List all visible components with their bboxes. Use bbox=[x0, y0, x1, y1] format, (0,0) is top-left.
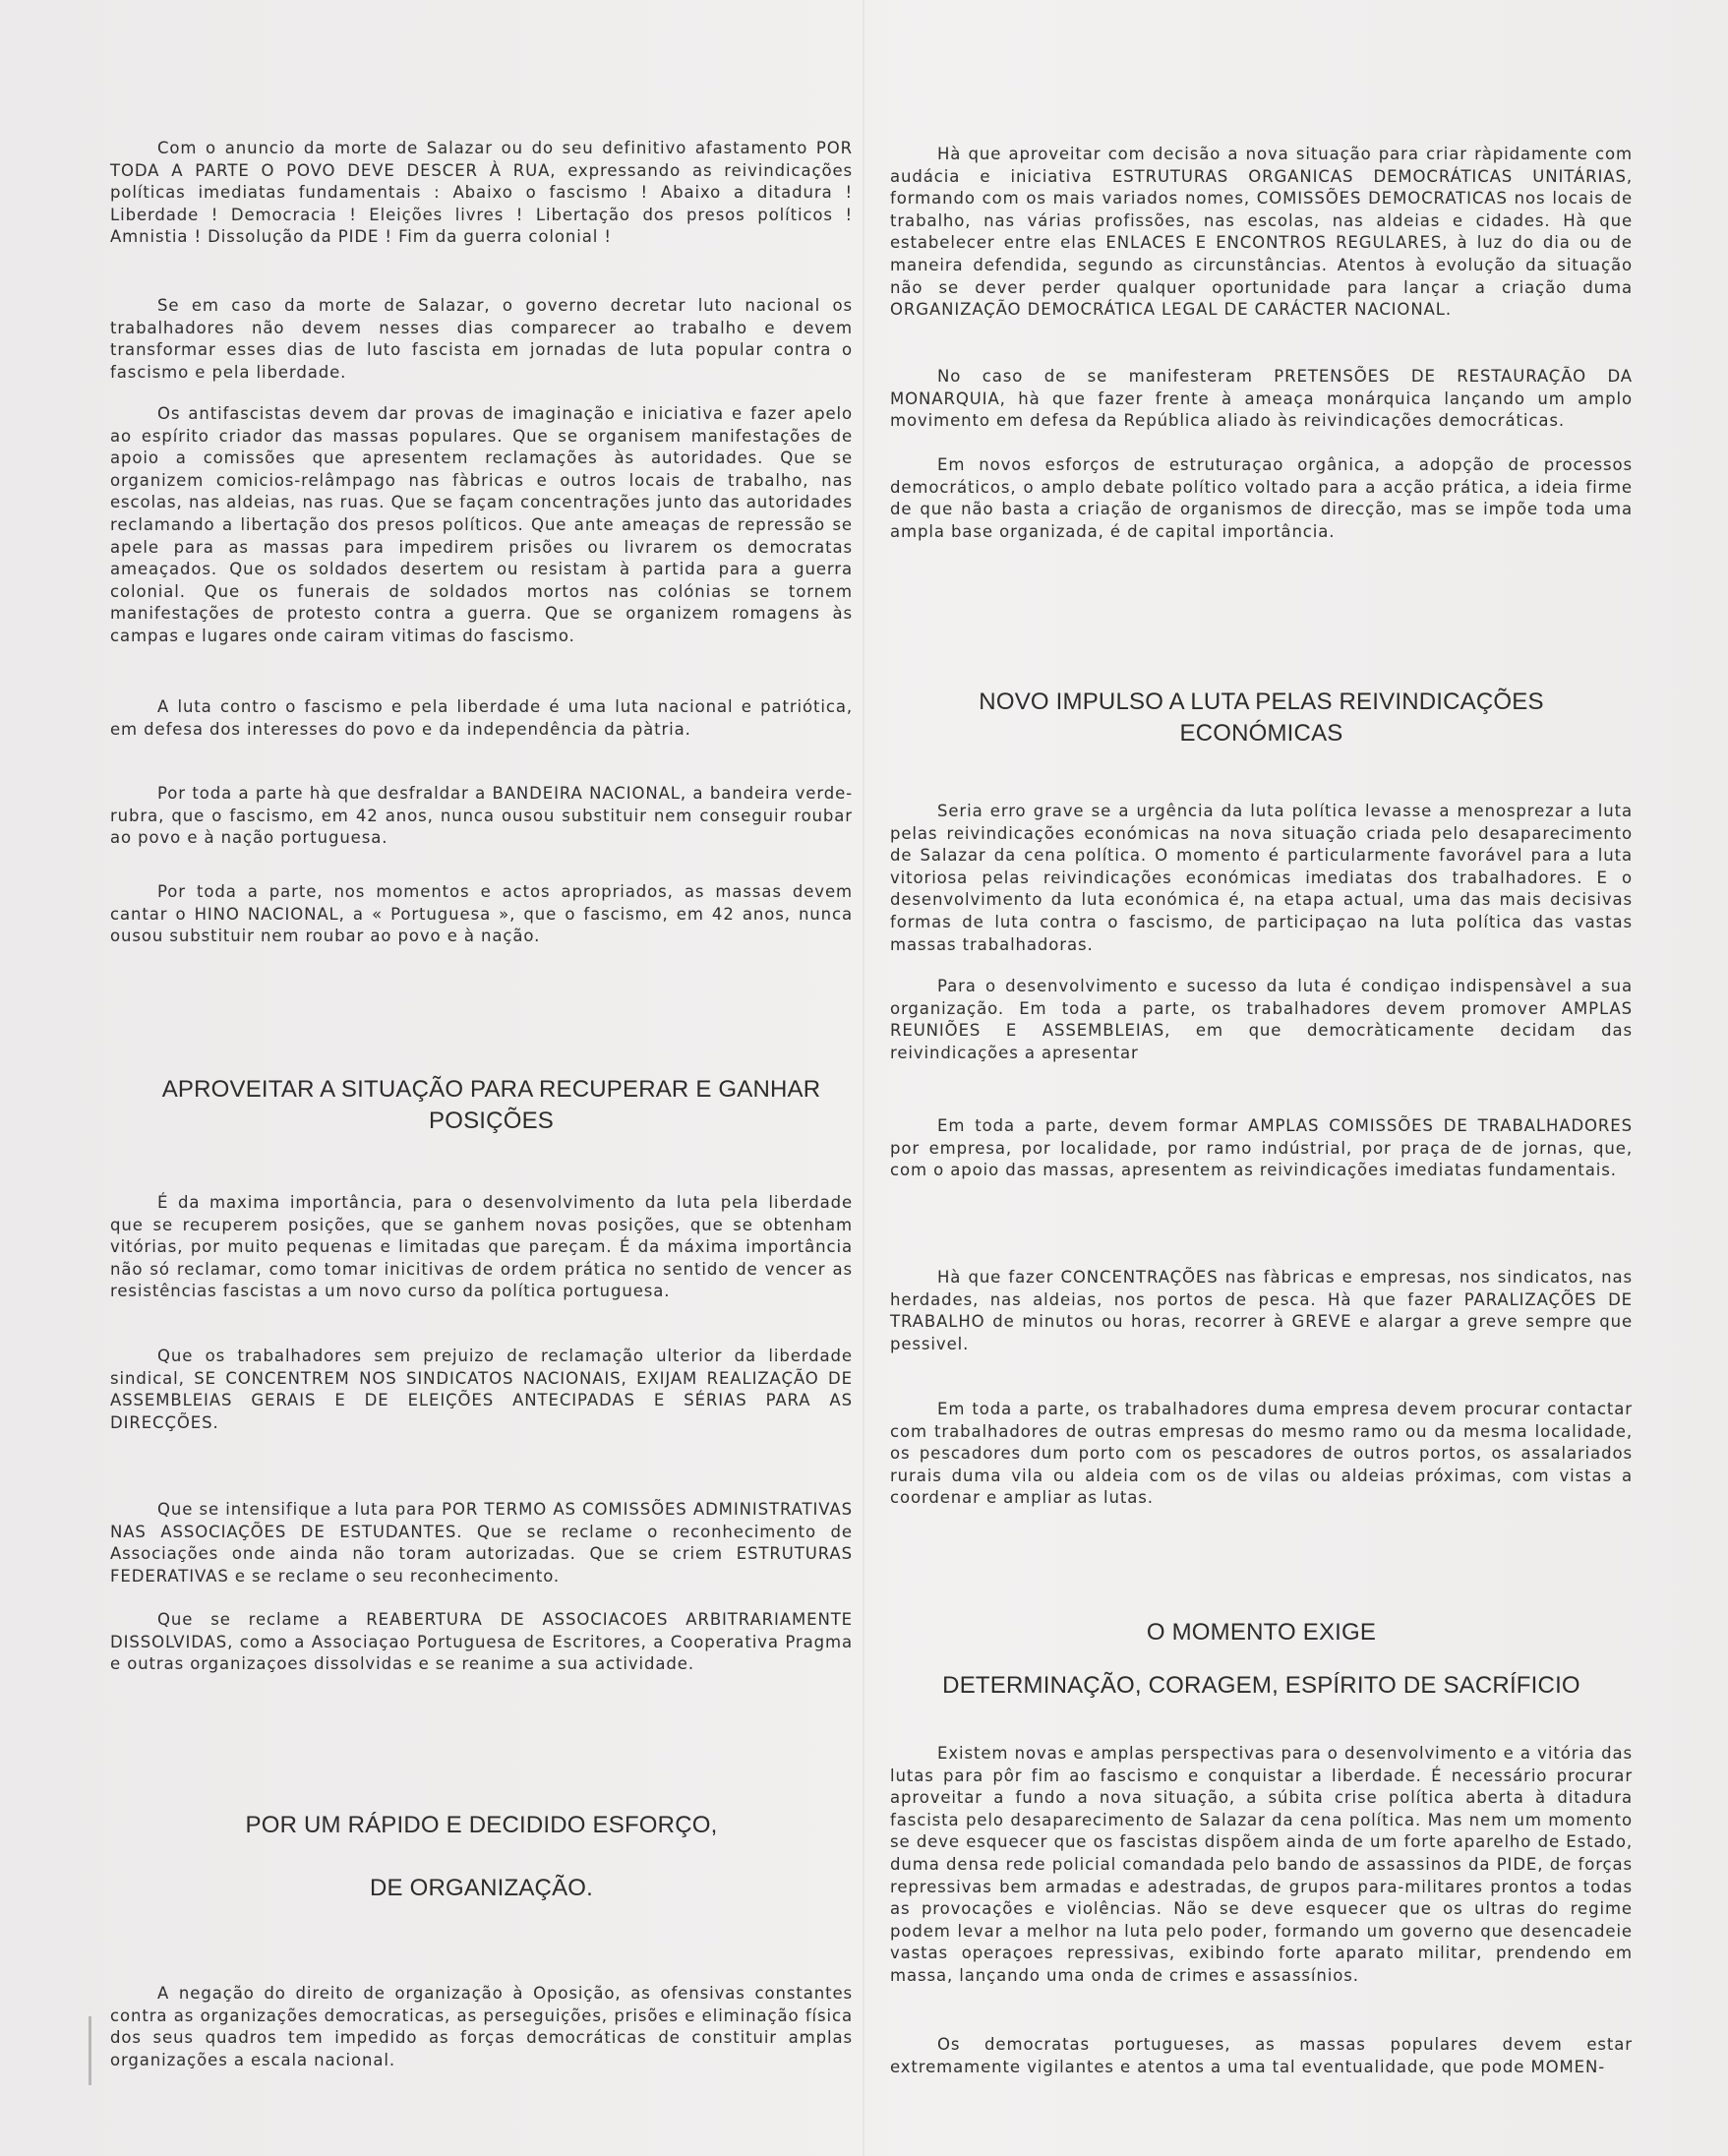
paragraph: Que os trabalhadores sem prejuizo de reclamação ulterior da liberdade sindical, SE CONCENTREM NOS SINDICATOS NACIONAIS, EXIJAM REALIZAÇÃO DE ASSEMBLEIAS GERAIS E DE ELEIÇÕES ANTECIPADAS E SÉRIAS PARA AS DIRECÇÕES. bbox=[110, 1347, 853, 1432]
paragraph: Seria erro grave se a urgência da luta política levasse a menosprezar a luta pelas reivindicações económicas na nova situação criada pelo desaparecimento de Salazar da cena política. O momento é particularmente favorável para a luta vitoriosa pelas reivindicações económicas imediatas dos trabalhadores. E o desenvolvimento da luta económica é, na etapa actual, uma das mais decisivas formas de luta contra o fascismo, de participaçao na luta política das vastas massas trabalhadoras. bbox=[890, 802, 1633, 954]
section-heading: POR UM RÁPIDO E DECIDIDO ESFORÇO, bbox=[245, 1812, 718, 1838]
paragraph: Em novos esforços de estruturaçao orgânica, a adopção de processos democráticos, o amplo debate político voltado para a acção prática, a ideia firme de que não basta a criação de organismos de direcção, mas se impõe toda uma ampla base organizada, é de capital importância. bbox=[890, 455, 1633, 541]
page-fold bbox=[863, 0, 864, 2156]
paragraph: É da maxima importância, para o desenvolvimento da luta pela liberdade que se recuperem posições, que se ganhem novas posições, que se obtenham vitórias, por muito pequenas e limitadas que pareçam. É da máxima importância não só reclamar, como tomar inicitivas de ordem prática no sentido de vencer as resistências fascistas a um novo curso da política portuguesa. bbox=[110, 1193, 853, 1301]
paragraph: Em toda a parte, os trabalhadores duma empresa devem procurar contactar com trabalhadores de outras empresas do mesmo ramo ou da mesma localidade, os pescadores dum porto com os pescadores de outros portos, os assalariados rurais duma vila ou aldeia com os de vilas ou aldeias próximas, com vistas a coordenar e ampliar as lutas. bbox=[890, 1400, 1633, 1508]
paragraph: Os antifascistas devem dar provas de imaginação e iniciativa e fazer apelo ao espírito criador das massas populares. Que se organisem manifestações de apoio a comissões que apresentem reclamações às autoridades. Que se organizem comicios-relâmpago nas fàbricas e outros locais de trabalho, nas escolas, nas aldeias, nas ruas. Que se façam concentrações junto das autoridades reclamando a libertação dos presos políticos. Que ante ameaças de repressão se apele para as massas para impedirem prisões ou livrarem os democratas ameaçados. Que os soldados desertem ou resistam à partida para a guerra colonial. Que os funerais de soldados mortos nas colónias se tornem manifestações de protesto contra a guerra. Que se organizem romagens às campas e lugares onde cairam vitimas do fascismo. bbox=[110, 404, 853, 645]
section-heading: APROVEITAR A SITUAÇÃO PARA RECUPERAR E GANHAR POSIÇÕES bbox=[161, 1076, 821, 1134]
paragraph: Existem novas e amplas perspectivas para o desenvolvimento e a vitória das lutas para pôr fim ao fascismo e conquistar a liberdade. É necessário procurar aproveitar a fundo a nova situação, a súbita crise política aberta à ditadura fascista pelo desaparecimento de Salazar da cena política. Mas nem um momento se deve esquecer que os fascistas dispõem ainda de um forte aparelho de Estado, duma densa rede policial comandada pelo bando de assassinos da PIDE, de forças repressivas bem armadas e adestradas, de grupos para-militares prontos a todas as provocações e violências. Não se deve esquecer que os ultras do regime podem levar a melhor na luta pelo poder, formando um governo que desencadeie vastas operaçoes repressivas, exibindo forte aparato militar, prendendo em massa, lançando uma onda de crimes e assassínios. bbox=[890, 1744, 1633, 1985]
paragraph: Em toda a parte, devem formar AMPLAS COMISSÕES DE TRABALHADORES por empresa, por localidade, por ramo indústrial, por praça de de jornas, que, com o apoio das massas, apresentem as reivindicações imediatas fundamentais. bbox=[890, 1116, 1633, 1180]
paragraph: Se em caso da morte de Salazar, o governo decretar luto nacional os trabalhadores não devem nesses dias comparecer ao trabalho e devem transformar esses dias de luto fascista em jornadas de luta popular contra o fascismo e pela liberdade. bbox=[110, 296, 853, 382]
section-heading: O MOMENTO EXIGE bbox=[1146, 1619, 1377, 1646]
section-heading: ECONÓMICAS bbox=[1179, 720, 1343, 747]
paragraph: Que se reclame a REABERTURA DE ASSOCIACOES ARBITRARIAMENTE DISSOLVIDAS, como a Associaçao Portuguesa de Escritores, a Cooperativa Pragma e outras organizaçoes dissolvidas e se reanime a sua actividade. bbox=[110, 1610, 853, 1674]
section-heading: DE ORGANIZAÇÃO. bbox=[369, 1875, 594, 1901]
paragraph: Por toda a parte, nos momentos e actos apropriados, as massas devem cantar o HINO NACIONAL, a « Portuguesa », que o fascismo, em 42 anos, nunca ousou substituir nem roubar ao povo e à nação. bbox=[110, 882, 853, 946]
paragraph: Hà que aproveitar com decisão a nova situação para criar ràpidamente com audácia e iniciativa ESTRUTURAS ORGANICAS DEMOCRÁTICAS UNITÁRIAS, formando com os mais variados nomes, COMISSÕES DEMOCRATICAS nos locais de trabalho, nas várias profissões, nas escolas, nas aldeias e cidades. Hà que estabelecer entre elas ENLACES E ENCONTROS REGULARES, à luz do dia ou de maneira defendida, segundo as circunstâncias. Atentos à evolução da situação não se dever perder qualquer oportunidade para lançar a criação duma ORGANIZAÇÃO DEMOCRÁTICA LEGAL DE CARÁCTER NACIONAL. bbox=[890, 145, 1633, 320]
section-heading: DETERMINAÇÃO, CORAGEM, ESPÍRITO DE SACRÍFICIO bbox=[942, 1672, 1580, 1699]
paragraph: No caso de se manifesteram PRETENSÕES DE RESTAURAÇÃO DA MONARQUIA, hà que fazer frente à ameaça monárquica lançando um amplo movimento em defesa da República aliado às reivindicações democráticas. bbox=[890, 367, 1633, 431]
paragraph: Com o anuncio da morte de Salazar ou do seu definitivo afastamento POR TODA A PARTE O POVO DEVE DESCER À RUA, expressando as reivindicações políticas imediatas fundamentais : Abaixo o fascismo ! Abaixo a ditadura ! Liberdade ! Democracia ! Eleições livres ! Libertação dos presos políticos ! Amnistia ! Dissolução da PIDE ! Fim da guerra colonial ! bbox=[110, 139, 853, 247]
paragraph: Os democratas portugueses, as massas populares devem estar extremamente vigilantes e atentos a uma tal eventualidade, que pode MOMEN- bbox=[890, 2035, 1633, 2076]
margin-mark bbox=[89, 2016, 91, 2085]
paragraph: A luta contro o fascismo e pela liberdade é uma luta nacional e patriótica, em defesa dos interesses do povo e da independência da pàtria. bbox=[110, 697, 853, 739]
paragraph: Por toda a parte hà que desfraldar a BANDEIRA NACIONAL, a bandeira verde-rubra, que o fascismo, em 42 anos, nunca ousou substituir nem conseguir roubar ao povo e à nação portuguesa. bbox=[110, 784, 853, 848]
paragraph: Hà que fazer CONCENTRAÇÕES nas fàbricas e empresas, nos sindicatos, nas herdades, nas aldeias, nos portos de pesca. Hà que fazer PARALIZAÇÕES DE TRABALHO de minutos ou horas, recorrer à GREVE e alargar a greve sempre que pessivel. bbox=[890, 1268, 1633, 1353]
paragraph: Que se intensifique a luta para POR TERMO AS COMISSÕES ADMINISTRATIVAS NAS ASSOCIAÇÕES DE ESTUDANTES. Que se reclame o reconhecimento de Associações onde ainda não toram autorizadas. Que se criem ESTRUTURAS FEDERATIVAS e se reclame o seu reconhecimento. bbox=[110, 1500, 853, 1586]
section-heading: NOVO IMPULSO A LUTA PELAS REIVINDICAÇÕES bbox=[979, 689, 1544, 715]
paragraph: A negação do direito de organização à Oposição, as ofensivas constantes contra as organizações democraticas, as perseguições, prisões e eliminação física dos seus quadros tem impedido as forças democráticas de constituir amplas organizações a escala nacional. bbox=[110, 1984, 853, 2069]
paragraph: Para o desenvolvimento e sucesso da luta é condiçao indispensàvel a sua organização. Em toda a parte, os trabalhadores devem promover AMPLAS REUNIÕES E ASSEMBLEIAS, em que democràticamente decidam das reivindicações a apresentar bbox=[890, 977, 1633, 1062]
